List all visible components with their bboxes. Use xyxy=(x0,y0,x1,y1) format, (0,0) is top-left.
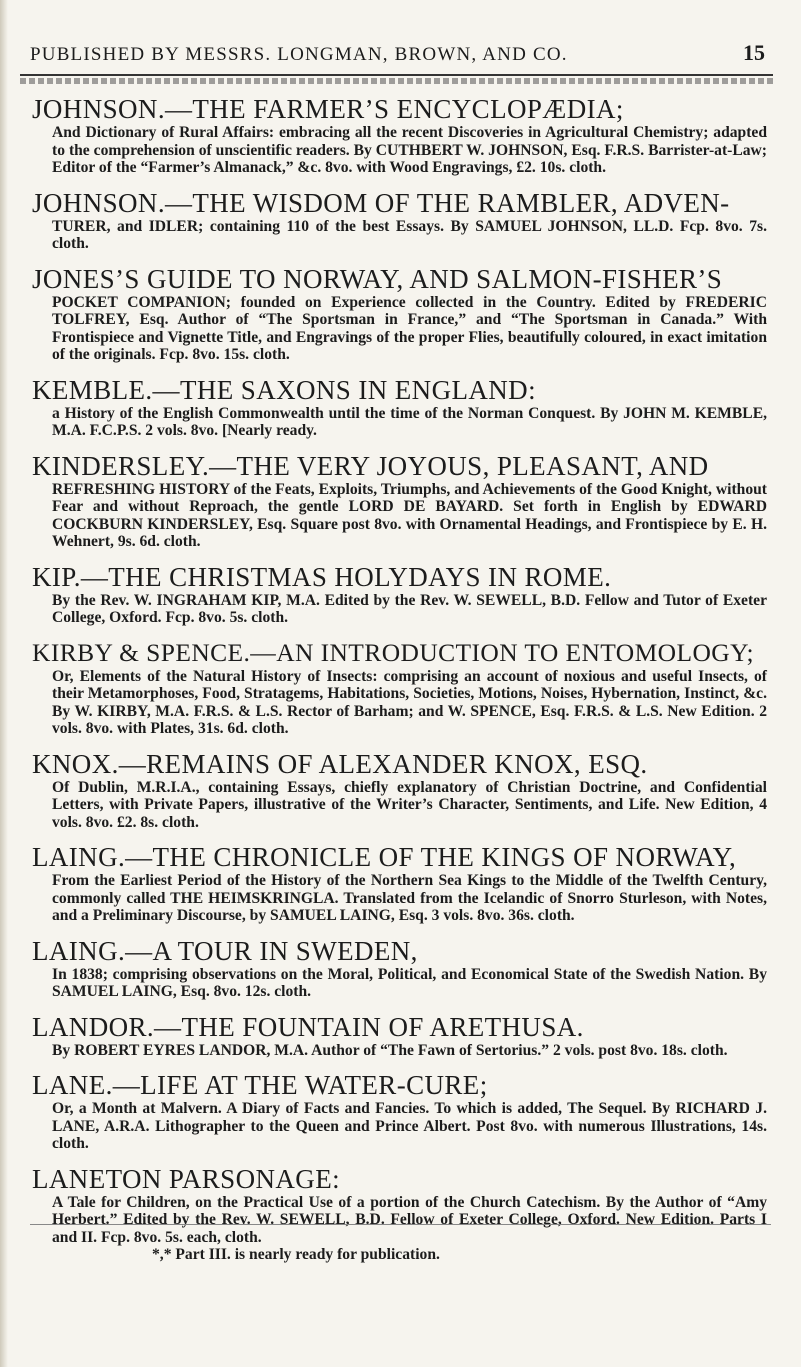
catalogue-entry-kip-christmas-rome xyxy=(32,562,767,627)
header-title: PUBLISHED BY MESSRS. LONGMAN, BROWN, AND CO. xyxy=(30,44,568,65)
catalogue-entry-kindersley-bayard xyxy=(32,451,767,551)
ornamental-rule xyxy=(20,78,773,84)
entry-description: Of Dublin, M.R.I.A., containing Essays, chiefly explanatory of Christian Doctrine, and Confidential Letters, with Private Papers, illustrative of the Writer’s Character, Sentiments, and Life. New Edition, 4 vols. 8vo. £2. 8s. cloth. xyxy=(52,778,767,831)
entry-heading: LANDOR.—THE FOUNTAIN OF ARETHUSA. xyxy=(32,1011,584,1042)
catalogue-entry-kemble-saxons xyxy=(32,375,767,440)
catalogue-entry-laing-tour-sweden xyxy=(32,936,767,1001)
entry-heading: JOHNSON.—THE FARMER’S ENCYCLOPÆDIA; xyxy=(32,94,624,124)
catalogue-entry-jones-guide-norway xyxy=(32,264,767,364)
entry-description: By the Rev. W. INGRAHAM KIP, M.A. Edited by the Rev. W. SEWELL, B.D. Fellow and Tutor of Exeter College, Oxford. Fcp. 8vo. 5s. cloth. xyxy=(52,591,767,626)
header-rule xyxy=(20,74,773,76)
entry-description: a History of the English Commonwealth until the time of the Norman Conquest. By JOHN M. KEMBLE, M.A. F.C.P.S. 2 vols. 8vo. [Nearly ready. xyxy=(52,404,767,439)
entry-description: And Dictionary of Rural Affairs: embracing all the recent Discoveries in Agricultural Chemistry; adapted to the comprehension of unscientific readers. By CUTHBERT W. JOHNSON, Esq. F.R.S. Barrister-at-Law; Editor of the “Farmer’s Almanack,” &c. 8vo. with Wood Engravings, £2. 10s. cloth. xyxy=(52,124,767,176)
entry-heading: JOHNSON.—THE WISDOM OF THE RAMBLER, ADVEN- xyxy=(32,187,730,218)
entry-description: A Tale for Children, on the Practical Use of a portion of the Church Catechism. By the Author of “Amy Herbert.” Edited by the Rev. W. SEWELL, B.D. Fellow of Exeter College, Oxford. New Edition. Parts I and II. Fcp. 8vo. 5s. each, cloth. xyxy=(52,1193,767,1246)
entry-description: By ROBERT EYRES LANDOR, M.A. Author of “The Fawn of Sertorius.” 2 vols. post 8vo. 18s. cloth. xyxy=(52,1041,728,1059)
page-number: 15 xyxy=(743,40,765,65)
catalogue-entry-johnson-wisdom-rambler xyxy=(32,188,767,253)
entry-heading: KEMBLE.—THE SAXONS IN ENGLAND: xyxy=(32,374,536,405)
entry-heading: LANETON PARSONAGE: xyxy=(32,1163,340,1194)
catalogue-entry-laneton-parsonage xyxy=(32,1164,767,1264)
page-edge-shadow xyxy=(0,0,8,1367)
catalogue-entry-kirby-spence-entomology xyxy=(32,638,767,738)
entry-heading: LAING.—A TOUR IN SWEDEN, xyxy=(32,935,418,966)
catalogue-entry-knox-remains xyxy=(32,749,767,832)
catalogue-entry-lane-water-cure xyxy=(32,1070,767,1153)
entry-description: In 1838; comprising observations on the Moral, Political, and Economical State of the Swedish Nation. By SAMUEL LAING, Esq. 8vo. 12s. cloth. xyxy=(52,965,767,1000)
entry-heading: KIRBY & SPENCE.—AN INTRODUCTION TO ENTOMOLOGY; xyxy=(32,637,755,667)
bottom-rule xyxy=(30,1224,771,1225)
entry-description: POCKET COMPANION; founded on Experience collected in the Country. Edited by FREDERIC TOLFREY, Esq. Author of “The Sportsman in France,” and “The Sportsman in Canada.” With Frontispiece and Vignette Title, and Engravings of the proper Flies, beautifully coloured, in exact imitation of the originals. Fcp. 8vo. 15s. cloth. xyxy=(52,293,767,363)
catalogue-entries xyxy=(20,94,773,1264)
entry-description: From the Earliest Period of the History of the Northern Sea Kings to the Middle of the Twelfth Century, commonly called THE HEIMSKRINGLA. Translated from the Icelandic of Snorro Sturleson, with Notes, and a Preliminary Discourse, by SAMUEL LAING, Esq. 3 vols. 8vo. 36s. cloth. xyxy=(52,872,767,924)
catalogue-entry-laing-chronicle xyxy=(32,842,767,925)
running-header xyxy=(20,40,773,66)
entry-description: REFRESHING HISTORY of the Feats, Exploits, Triumphs, and Achievements of the Good Knight, without Fear and without Reproach, the gentle LORD DE BAYARD. Set forth in English by EDWARD COCKBURN KINDERSLEY, Esq. Square post 8vo. with Ornamental Headings, and Frontispiece by E. H. Wehnert, 9s. 6d. cloth. xyxy=(52,480,767,550)
catalogue-entry-landor-arethusa xyxy=(32,1012,767,1060)
entry-description: TURER, and IDLER; containing 110 of the best Essays. By SAMUEL JOHNSON, LL.D. Fcp. 8vo. 7s. cloth. xyxy=(52,217,767,252)
entry-note: *,* Part III. is nearly ready for publication. xyxy=(152,1246,440,1263)
catalogue-entry-johnson-farmers-encyclopaedia xyxy=(32,94,767,177)
entry-description: Or, Elements of the Natural History of Insects: comprising an account of noxious and useful Insects, of their Metamorphoses, Food, Stratagems, Habitations, Societies, Motions, Noises, Hybernation, Instinct, &c. By W. KIRBY, M.A. F.R.S. & L.S. Rector of Barham; and W. SPENCE, Esq. F.R.S. & L.S. New Edition. 2 vols. 8vo. with Plates, 31s. 6d. cloth. xyxy=(52,667,767,737)
entry-heading: KINDERSLEY.—THE VERY JOYOUS, PLEASANT, AND xyxy=(32,450,709,481)
entry-heading: KNOX.—REMAINS OF ALEXANDER KNOX, ESQ. xyxy=(32,748,648,779)
entry-heading: JONES’S GUIDE TO NORWAY, AND SALMON-FISHER’S xyxy=(32,263,723,294)
entry-heading: LAING.—THE CHRONICLE OF THE KINGS OF NORWAY, xyxy=(32,842,737,872)
entry-heading: KIP.—THE CHRISTMAS HOLYDAYS IN ROME. xyxy=(32,561,612,592)
entry-heading: LANE.—LIFE AT THE WATER-CURE; xyxy=(32,1070,488,1100)
entry-description: Or, a Month at Malvern. A Diary of Facts and Fancies. To which is added, The Sequel. By RICHARD J. LANE, A.R.A. Lithographer to the Queen and Prince Albert. Post 8vo. with numerous Illustrations, 14s. cloth. xyxy=(52,1100,767,1152)
